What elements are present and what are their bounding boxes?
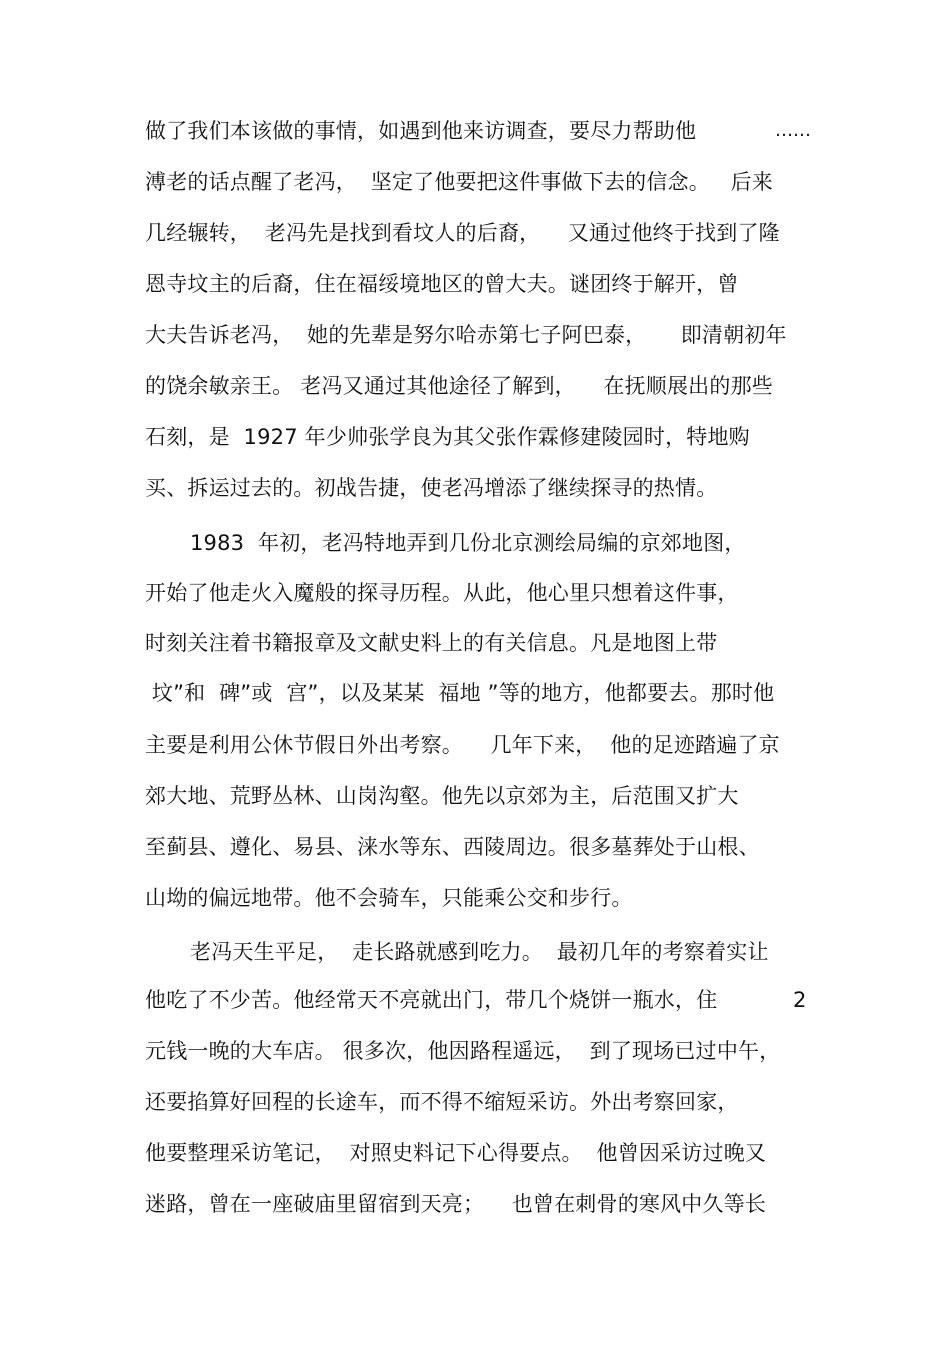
paragraph-3-line-6: 迷路，曾在一座破庙里留宿到天亮； 也曾在刺骨的寒风中久等长: [145, 1192, 767, 1216]
paragraph-3-line-4: 还要掐算好回程的长途车，而不得不缩短采访。外出考察回家，: [145, 1090, 739, 1114]
paragraph-1-line-4: 恩寺坟主的后裔，住在福绥境地区的曾大夫。谜团终于解开，曾: [145, 272, 739, 296]
paragraph-2-line-2: 开始了他走火入魔般的探寻历程。从此，他心里只想着这件事，: [145, 581, 739, 605]
paragraph-2-line-4: 坟”和 碑”或 宫”，以及某某 福地 ”等的地方，他都要去。那时他: [145, 681, 775, 705]
paragraph-1-line-1-tail: ……: [775, 120, 811, 141]
paragraph-2-line-6: 郊大地、荒野丛林、山岗沟壑。他先以京郊为主，后范围又扩大: [145, 784, 739, 808]
paragraph-2-line-7: 至蓟县、遵化、易县、涞水等东、西陵周边。很多墓葬处于山根、: [145, 835, 760, 859]
paragraph-1-line-8: 买、拆运过去的。初战告捷，使老冯增添了继续探寻的热情。: [145, 476, 718, 500]
paragraph-2-line-8: 山坳的偏远地带。他不会骑车，只能乘公交和步行。: [145, 886, 633, 910]
paragraph-1-line-6: 的饶余敏亲王。 老冯又通过其他途径了解到， 在抚顺展出的那些: [145, 374, 773, 398]
paragraph-2-line-3: 时刻关注着书籍报章及文献史料上的有关信息。凡是地图上带: [145, 631, 718, 655]
paragraph-2-line-5: 主要是利用公休节假日外出考察。 几年下来， 他的足迹踏遍了京: [145, 733, 780, 757]
paragraph-1-line-3: 几经辗转， 老冯先是找到看坟人的后裔， 又通过他终于找到了隆: [145, 221, 780, 245]
paragraph-3-line-2: 他吃了不少苦。他经常天不亮就出门，带几个烧饼一瓶水，住: [145, 988, 718, 1012]
paragraph-1-line-7: 石刻，是 1927 年少帅张学良为其父张作霖修建陵园时，特地购: [145, 425, 750, 449]
paragraph-1-line-1: 做了我们本该做的事情，如遇到他来访调查，要尽力帮助他: [145, 119, 697, 143]
paragraph-1-line-2: 溥老的话点醒了老冯， 坚定了他要把这件事做下去的信念。 后来: [145, 170, 773, 194]
paragraph-2-line-1: 1983 年初，老冯特地弄到几份北京测绘局编的京郊地图，: [190, 531, 746, 555]
paragraph-3-line-2-tail: 2: [793, 988, 807, 1012]
paragraph-3-line-3: 元钱一晚的大车店。 很多次，他因路程遥远， 到了现场已过中午，: [145, 1039, 781, 1063]
paragraph-3-line-5: 他要整理采访笔记， 对照史料记下心得要点。 他曾因采访过晚又: [145, 1141, 767, 1165]
paragraph-1-line-5: 大夫告诉老冯， 她的先辈是努尔哈赤第七子阿巴泰， 即清朝初年: [145, 323, 787, 347]
paragraph-3-line-1: 老冯天生平足， 走长路就感到吃力。 最初几年的考察着实让: [190, 940, 769, 964]
